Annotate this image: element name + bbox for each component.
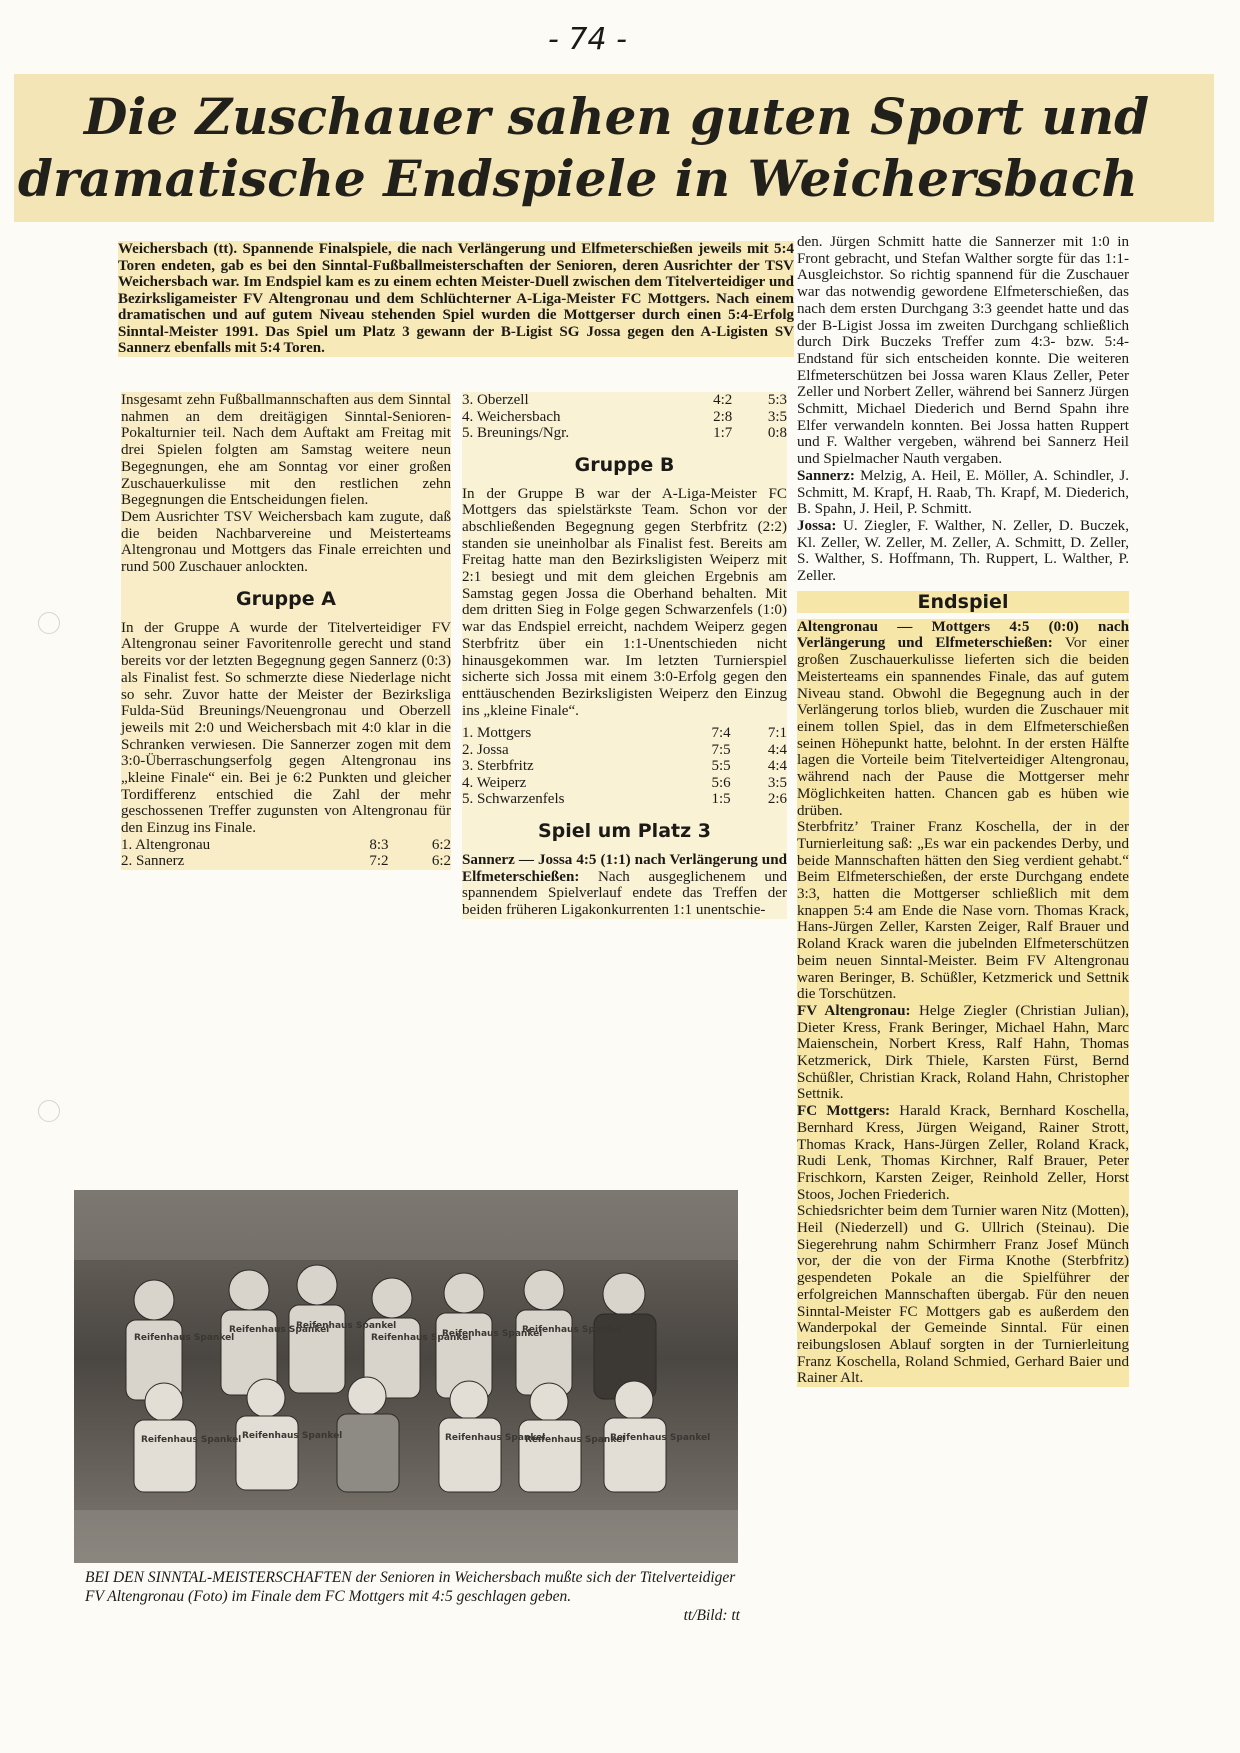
lineup-label: FC Mottgers: <box>797 1103 891 1120</box>
col1-paragraph-3: In der Gruppe A wurde der Titelverteidiger FV Altengronau seiner Favoritenrolle gerecht und stand bereits vor der letzten Begegnung gegen Sannerz (0:3) als Finalist fest. So schmerzte diese Niederlage nicht so sehr. Zuvor hatte der Meister der Bezirksliga Fulda-Süd Breunings/Neuengronau und Oberzell jeweils mit 2:0 und Weichersbach mit 4:0 klar in die Schranken verwiesen. Die Sannerzer zogen mit dem 3:0-Überraschungserfolg gegen Altengronau ins „kleine Finale“ ein. Bei je 6:2 Punkten und gleicher Tordifferenz entschied die Zahl der mehr geschossenen Treffer zugunsten von Altengronau für den Einzug ins Finale. <box>121 619 451 837</box>
shirt-text: Reifenhaus Spankel <box>229 1325 330 1335</box>
col3-paragraph-3: Schiedsrichter beim dem Turnier waren Nitz (Motten), Heil (Niederzell) und G. Ullrich (Steinau). Die Siegerehrung nahm Schirmherr Franz Josef Münch vor, der die von der Firma Knothe (Sterbfritz) gespendeten Pokale an die Spielführer der erfolgreichen Mannschaften übergab. Für den neuen Sinntal-Meister FC Mottgers gab es außerdem den Wanderpokal der Gemeinde Sinntal. Für einen reibungslosen Ablauf sorgten in der Turnierleitung Franz Koschella, Roland Schmied, Gerhard Baier und Rainer Alt. <box>797 1203 1129 1387</box>
lineup-label: Sannerz: <box>797 467 855 484</box>
table-row <box>462 425 787 442</box>
table-gruppe-b <box>462 725 787 808</box>
team-name: 4. Weiperz <box>462 774 527 791</box>
final-result: Altengronau — Mottgers 4:5 (0:0) nach Verlängerung und Elfmeterschießen: <box>797 618 1129 652</box>
table-row <box>462 758 787 775</box>
final-text: Vor einer großen Zuschauerkulisse lieferten sich die beiden Meisterteams ein spannendes Finale, das auf gutem Niveau stand. Obwohl die Begegnung auch in der Verlängerung torlos blieb, wurden die Zuschauer mit einem tollen Spiel, das in dem Elfmeterschießen seinen Höhepunkt hatte, belohnt. In der ersten Hälfte lagen die Vorteile beim Titelverteidiger Altengronau, während nach der Pause die Mottgerser mehr Möglichkeiten hatten. Chancen gab es hüben wie drüben. <box>797 635 1130 819</box>
team-points: 4:4 <box>767 741 787 758</box>
col1-paragraph-1: Insgesamt zehn Fußballmannschaften aus dem Sinntal nahmen an dem dreitägigen Sinntal-Senioren-Pokalturnier teil. Nach dem Auftakt am Freitag mit drei Spielen folgten am Samstag weitere neun Begegnungen, ehe am Sonntag vor einer großen Zuschauerkulisse mit den restlichen zehn Begegnungen die Entscheidungen fielen. <box>121 392 451 509</box>
intro-paragraph: Weichersbach (tt). Spannende Finalspiele, die nach Verlängerung und Elfmeterschießen jeweils mit 5:4 Toren endeten, gab es bei den Sinntal-Fußballmeisterschaften der Senioren, deren Ausrichter der TSV Weichersbach war. Im Endspiel kam es zu einem echten Meister-Duell zwischen dem Titelverteidiger und Bezirksligameister FV Altengronau und dem Schlüchterner A-Liga-Meister FC Mottgers. Nach einem dramatischen und auf gutem Niveau stehenden Spiel wurden die Mottgerser durch einen 5:4-Erfolg Sinntal-Meister 1991. Das Spiel um Platz 3 gewann der B-Ligist SG Jossa gegen den A-Ligisten SV Sannerz ebenfalls mit 5:4 Toren. <box>118 241 794 356</box>
table-row <box>462 742 787 759</box>
shirt-text: Reifenhaus Spankel <box>445 1433 546 1443</box>
lineup-sannerz <box>797 468 1129 518</box>
photo-caption-text: BEI DEN SINNTAL-MEISTERSCHAFTEN der Senioren in Weichersbach mußte sich der Titelverteidiger FV Altengronau (Foto) im Finale dem FC Mottgers mit 4:5 geschlagen geben. <box>85 1569 736 1605</box>
team-name: 2. Jossa <box>462 741 509 758</box>
team-points: 6:2 <box>431 836 451 853</box>
lineup-names: Harald Krack, Bernhard Koschella, Bernhard Kress, Jürgen Weigand, Rainer Strott, Thomas Krack, Hans-Jürgen Zeller, Roland Krack, Rudi Lenk, Thomas Kirchner, Ralf Brauer, Peter Frischkorn, Karsten Zeiger, Reinhold Zeller, Horst Stoos, Jochen Friederich. <box>797 1103 1130 1203</box>
shirt-text: Reifenhaus Spankel <box>371 1333 472 1343</box>
match-report-p3: Nach ausgeglichenem und spannendem Spielverlauf endete das Treffen der beiden früheren Ligakonkurrenten 1:1 unentschie- <box>462 868 787 918</box>
team-photo <box>74 1190 738 1563</box>
team-goals: 5:6 <box>711 774 731 791</box>
team-name: 2. Sannerz <box>121 853 185 870</box>
team-goals: 7:5 <box>711 741 731 758</box>
table-row <box>462 791 787 808</box>
column-3 <box>797 234 1129 1387</box>
team-name: 1. Mottgers <box>462 725 532 742</box>
punch-hole <box>38 1100 60 1122</box>
headline <box>14 74 1214 222</box>
shirt-text: Reifenhaus Spankel <box>134 1333 235 1343</box>
team-goals: 1:7 <box>713 425 733 441</box>
page-number: - 74 - <box>548 22 627 57</box>
photo-caption <box>85 1568 740 1625</box>
team-name: 1. Altengronau <box>121 836 211 853</box>
table-gruppe-a-continued <box>462 392 787 442</box>
lineup-names: Melzig, A. Heil, E. Möller, A. Schindler, J. Schmitt, M. Krapf, H. Raab, Th. Krapf, M. Diederich, B. Spahn, J. Heil, P. Schmitt. <box>797 467 1129 518</box>
lineup-names: Helge Ziegler (Christian Julian), Dieter Kress, Frank Beringer, Michael Hahn, Marc Maienschein, Norbert Kress, Ralf Hahn, Thomas Ketzmerick, Dirk Thiele, Karsten Fürst, Bernd Schüßler, Christian Krack, Roland Hahn, Christopher Settnik. <box>797 1002 1130 1103</box>
shirt-text: Reifenhaus Spankel <box>442 1329 543 1339</box>
team-points: 0:8 <box>767 425 787 441</box>
team-points: 6:2 <box>431 853 451 870</box>
team-name: 3. Oberzell <box>462 392 529 408</box>
team-name: 4. Weichersbach <box>462 408 561 425</box>
table-row <box>121 837 451 854</box>
lineup-names: U. Ziegler, F. Walther, N. Zeller, D. Buczek, Kl. Zeller, W. Zeller, M. Zeller, A. Schmitt, D. Zeller, S. Walther, S. Hoffmann, Th. Ruppert, L. Walther, P. Zeller. <box>797 517 1129 585</box>
photo-credit: tt/Bild: tt <box>683 1607 740 1624</box>
headline-line-2: dramatische Endspiele in Weichersbach <box>18 149 1138 208</box>
team-goals: 5:5 <box>711 758 731 775</box>
shirt-text: Reifenhaus Spankel <box>141 1435 242 1445</box>
headline-line-1: Die Zuschauer sahen guten Sport und <box>84 87 1150 146</box>
team-goals: 1:5 <box>711 791 731 808</box>
team-points: 5:3 <box>767 392 787 408</box>
col2-paragraph-2 <box>462 852 787 919</box>
team-photo-drawing <box>74 1190 738 1563</box>
team-goals: 7:4 <box>711 725 731 742</box>
table-gruppe-a <box>121 837 451 870</box>
team-points: 3:5 <box>767 408 787 425</box>
table-row <box>462 409 787 426</box>
col3-paragraph-2: Sterbfritz’ Trainer Franz Koschella, der in der Turnierleitung saß: „Es war ein packendes Derby, und beide Mannschaften hätten den Sieg verdient gehabt.“ Beim Elfmeterschießen, der erste Durchgang endete 3:3, hatten die Mottgerser schließlich mit dem knappen 5:4 am Ende die Nase vorn. Thomas Krack, Hans-Jürgen Zeller, Karsten Zeiger, Ralf Brauer und Roland Krack waren die jubelnden Elfmeterschützen beim neuen Sinntal-Meister. Beim FV Altengronau waren Beringer, B. Schüßler, Ketzmerick und Settnik die Torschützen. <box>797 819 1129 1003</box>
team-name: 3. Sterbfritz <box>462 758 534 775</box>
team-goals: 8:3 <box>369 836 389 853</box>
col3-paragraph-1: den. Jürgen Schmitt hatte die Sannerzer mit 1:0 in Front gebracht, und Stefan Walther sorgte für das 1:1-Ausgleichstor. So richtig spannend für die Zuschauer war das notwendig gewordene Elfmeterschießen, das nach dem ersten Durchgang 3:3 geendet hatte und das der B-Ligist Jossa im zweiten Durchgang schließlich durch Dirk Buczeks Treffer zum 4:3- bzw. 5:4-Endstand für sich entscheiden konnte. Die weiteren Elfmeterschützen bei Jossa waren Klaus Zeller, Peter Zeller und Norbert Zeller, während bei Sannerz Jürgen Schmitt, Michael Diederich und Bernd Spahn ihre Elfer verwandeln konnten. Bei Jossa hatten Ruppert und F. Walther vergeben, während bei Sannerz Heil und Spielmacher Nauth vergaben. <box>797 234 1129 468</box>
col2-paragraph-1: In der Gruppe B war der A-Liga-Meister FC Mottgers das spielstärkste Team. Schon vor der abschließenden Begegnung gegen Sterbfritz (2:2) standen sie uneinholbar als Finalist fest. Bereits am Freitag hatte man den Bezirksligisten Weiperz mit 2:1 besiegt und mit dem gleichen Ergebnis am Samstag gegen Jossa die Oberhand behalten. Mit dem dritten Sieg in Folge gegen Schwarzenfels (1:0) war das Endspiel erreicht, nachdem Weiperz gegen Sterbfritz über ein 1:1-Unentschieden nicht hinausgekommen war. Im letzten Turnierspiel sicherte sich Jossa mit einem 3:0-Erfolg gegen den enttäuschenden Bezirksligisten Weiperz den Einzug ins „kleine Finale“. <box>462 485 787 719</box>
shirt-text: Reifenhaus Spankel <box>610 1433 711 1443</box>
lineup-label: Jossa: <box>797 517 837 534</box>
final-report <box>797 619 1129 819</box>
team-goals: 4:2 <box>713 392 733 408</box>
lineup-jossa <box>797 518 1129 585</box>
table-row <box>121 853 451 870</box>
team-points: 7:1 <box>767 725 787 742</box>
heading-spiel-um-platz-3: Spiel um Platz 3 <box>538 819 711 842</box>
col1-paragraph-2: Dem Ausrichter TSV Weichersbach kam zugute, daß die beiden Nachbarvereine und Meisterteams Altengronau und Mottgers das Finale erreichten und rund 500 Zuschauer anlockten. <box>121 508 451 576</box>
lineup-label: FV Altengronau: <box>797 1002 911 1019</box>
shirt-text: Reifenhaus Spankel <box>242 1431 343 1441</box>
table-row <box>462 775 787 792</box>
table-row <box>462 725 787 742</box>
team-goals: 7:2 <box>369 853 389 870</box>
heading-gruppe-b: Gruppe B <box>574 453 675 476</box>
shirt-text: Reifenhaus Spankel <box>522 1325 623 1335</box>
column-2 <box>462 392 787 919</box>
team-points: 4:4 <box>767 758 787 775</box>
team-name: 5. Breunings/Ngr. <box>462 425 570 441</box>
column-1 <box>121 392 451 870</box>
shirt-text: Reifenhaus Spankel <box>525 1435 626 1445</box>
team-name: 5. Schwarzenfels <box>462 791 565 808</box>
team-points: 2:6 <box>767 791 787 808</box>
heading-endspiel: Endspiel <box>797 591 1129 613</box>
lineup-mottgers <box>797 1103 1129 1203</box>
shirt-text: Reifenhaus Spankel <box>296 1321 397 1331</box>
lineup-altengronau <box>797 1003 1129 1103</box>
team-goals: 2:8 <box>713 408 733 425</box>
punch-hole <box>38 612 60 634</box>
heading-gruppe-a: Gruppe A <box>236 587 336 610</box>
match-result-p3: Sannerz — Jossa 4:5 (1:1) nach Verlängerung und Elfmeterschießen: <box>462 851 787 885</box>
table-row <box>462 392 787 409</box>
team-points: 3:5 <box>767 774 787 791</box>
